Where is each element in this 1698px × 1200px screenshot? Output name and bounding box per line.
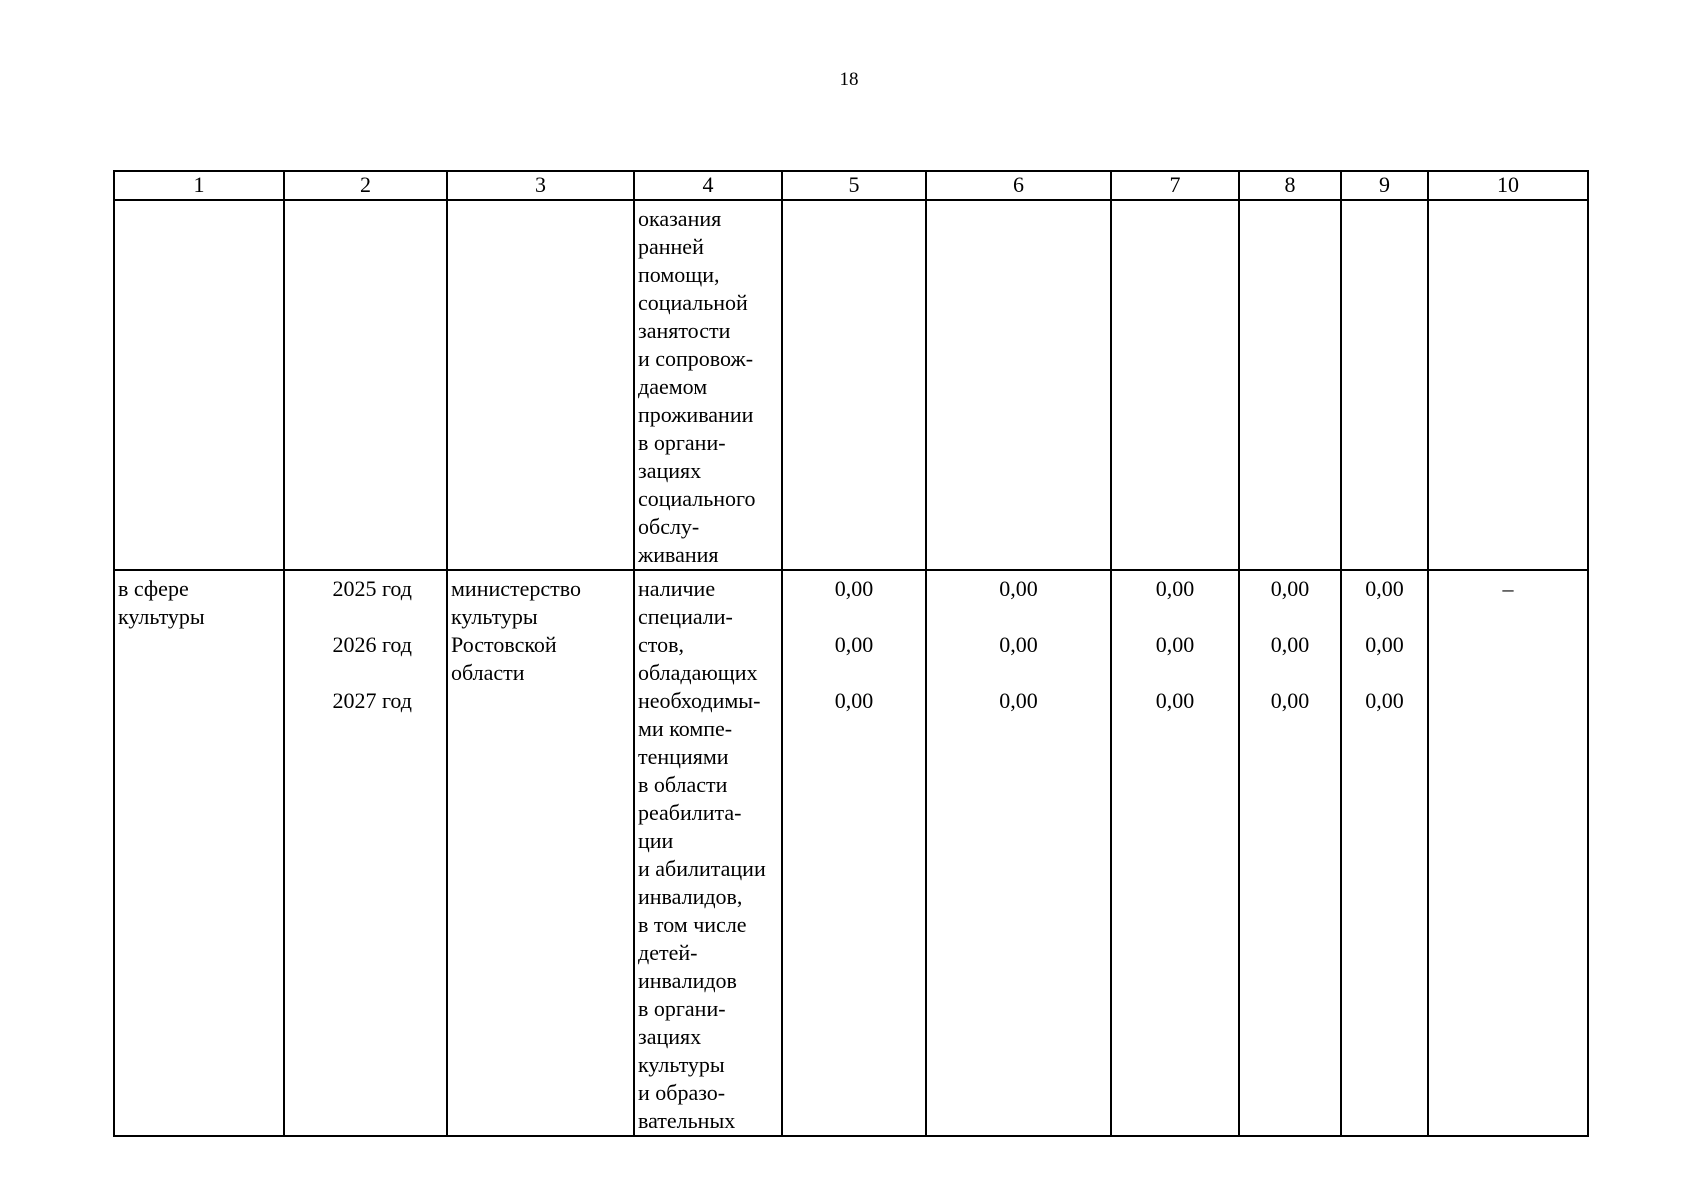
table-row — [114, 200, 1588, 570]
value-cell: 0,00 — [1155, 688, 1195, 713]
table-header-row — [114, 171, 1588, 200]
header-cell-1: 1 — [114, 171, 284, 200]
header-cell-5: 5 — [782, 171, 926, 200]
row2-col9 — [1341, 570, 1428, 1136]
value-cell: 0,00 — [1365, 576, 1404, 601]
header-cell-2: 2 — [284, 171, 447, 200]
header-cell-7: 7 — [1111, 171, 1239, 200]
value-cell: 0,00 — [834, 688, 874, 713]
row1-col4-line: оказания — [638, 206, 722, 231]
document-table — [113, 170, 1589, 1137]
row2-col4 — [634, 570, 782, 1136]
row1-col2 — [284, 200, 447, 570]
value-cell: 0,00 — [1270, 576, 1310, 601]
row1-col8 — [1239, 200, 1341, 570]
row1-col4-line: зациях — [638, 458, 702, 483]
row1-col4-line: в органи- — [638, 430, 726, 455]
row1-col3 — [447, 200, 634, 570]
table-row — [114, 570, 1588, 1136]
row1-col4-line: социального — [638, 486, 756, 511]
year-label: 2025 год — [332, 576, 412, 601]
row2-col4-line: реабилита- — [638, 800, 742, 825]
value-cell: 0,00 — [834, 576, 874, 601]
value-cell: 0,00 — [999, 688, 1038, 713]
row2-col4-line: культуры — [638, 1052, 725, 1077]
executor-line: культуры — [451, 604, 538, 629]
executor-line: области — [451, 660, 525, 685]
row2-col6 — [926, 570, 1111, 1136]
row2-col4-line: обладающих — [638, 660, 758, 685]
row1-col4-line: ранней — [638, 234, 704, 259]
value-cell: 0,00 — [834, 632, 874, 657]
row2-col4-line: в органи- — [638, 996, 726, 1021]
row1-col4-line: и сопровож- — [638, 346, 754, 371]
header-cell-8: 8 — [1239, 171, 1341, 200]
executor-line: министерство — [451, 576, 582, 601]
row2-col4-line: тенциями — [638, 744, 729, 769]
value-cell: 0,00 — [1155, 632, 1195, 657]
executor-line: Ростовской — [451, 632, 557, 657]
row2-col4-line: вательных — [638, 1108, 736, 1133]
row1-col4-line: живания — [638, 542, 719, 567]
row1-col4-line: проживании — [638, 402, 754, 427]
row2-col3 — [447, 570, 634, 1136]
row2-col4-line: в том числе — [638, 912, 747, 937]
sphere-line: культуры — [118, 604, 205, 629]
value-cell: 0,00 — [1155, 576, 1195, 601]
header-cell-3: 3 — [447, 171, 634, 200]
row2-col4-line: необходимы- — [638, 688, 761, 713]
sphere-line: в сфере — [118, 576, 189, 601]
value-cell: 0,00 — [1270, 632, 1310, 657]
value-cell: 0,00 — [999, 576, 1038, 601]
row1-col6 — [926, 200, 1111, 570]
row2-col4-line: ции — [638, 828, 674, 853]
row1-col5 — [782, 200, 926, 570]
row1-col10 — [1428, 200, 1588, 570]
row2-col10 — [1428, 570, 1588, 1136]
row2-col8 — [1239, 570, 1341, 1136]
row2-col4-line: инвалидов, — [638, 884, 743, 909]
value-cell: 0,00 — [1365, 632, 1404, 657]
row2-col1 — [114, 570, 284, 1136]
row2-col4-line: в области — [638, 772, 728, 797]
row2-col5 — [782, 570, 926, 1136]
row1-col9 — [1341, 200, 1428, 570]
value-cell: 0,00 — [999, 632, 1038, 657]
header-cell-4: 4 — [634, 171, 782, 200]
year-label: 2026 год — [332, 632, 412, 657]
row2-col4-line: специали- — [638, 604, 733, 629]
header-cell-9: 9 — [1341, 171, 1428, 200]
row1-col1 — [114, 200, 284, 570]
year-label: 2027 год — [332, 688, 412, 713]
row2-col2 — [284, 570, 447, 1136]
row2-col4-line: стов, — [638, 632, 684, 657]
value-cell: 0,00 — [1270, 688, 1310, 713]
row1-col4-line: даемом — [638, 374, 708, 399]
row2-col4-line: ми компе- — [638, 716, 733, 741]
row1-col7 — [1111, 200, 1239, 570]
row2-col4-line: наличие — [638, 576, 716, 601]
row2-col4-line: и абилитации — [638, 856, 766, 881]
header-cell-10: 10 — [1428, 171, 1588, 200]
page-number: 18 — [839, 69, 859, 90]
value-cell: 0,00 — [1365, 688, 1404, 713]
row1-col4-line: обслу- — [638, 514, 700, 539]
row1-col4-line: занятости — [638, 318, 731, 343]
row2-col4-line: зациях — [638, 1024, 702, 1049]
row2-col4-line: детей- — [638, 940, 698, 965]
header-cell-6: 6 — [926, 171, 1111, 200]
row2-col4-line: инвалидов — [638, 968, 737, 993]
row1-col4-line: помощи, — [638, 262, 720, 287]
dash-value: – — [1502, 576, 1514, 601]
row2-col4-line: и образо- — [638, 1080, 726, 1105]
row1-col4 — [634, 200, 782, 570]
row1-col4-line: социальной — [638, 290, 748, 315]
row2-col7 — [1111, 570, 1239, 1136]
